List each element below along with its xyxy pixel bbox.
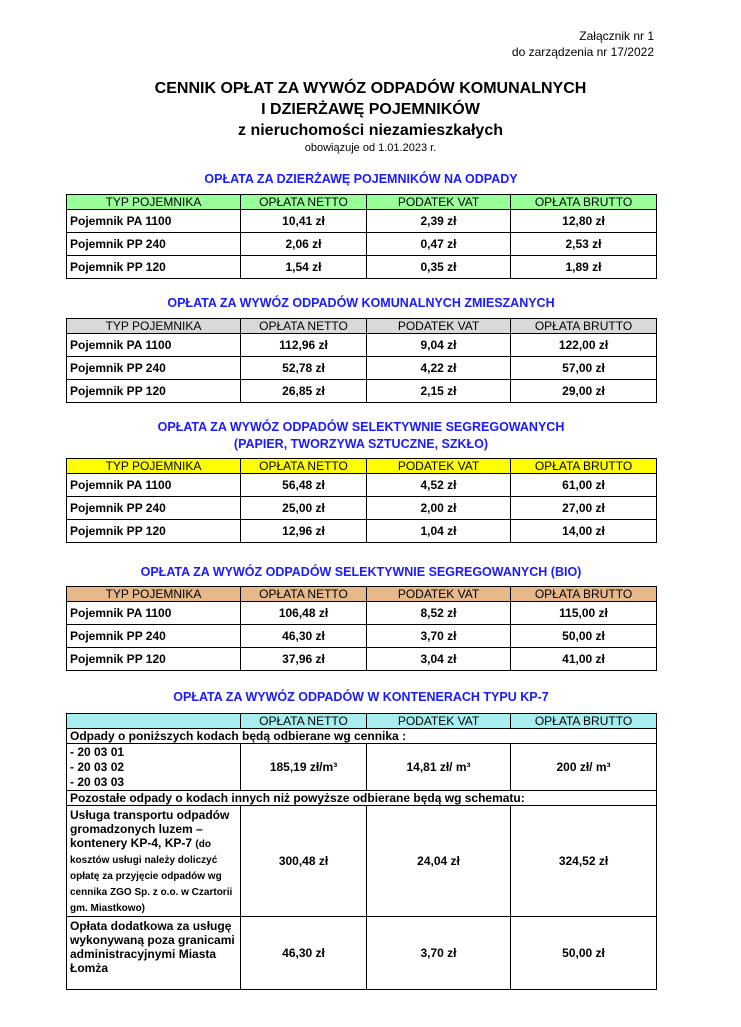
waste-codes bbox=[67, 744, 241, 791]
cell-type: Pojemnik PA 1100 bbox=[67, 210, 241, 233]
table-row bbox=[67, 497, 657, 520]
cell-brutto: 57,00 zł bbox=[511, 357, 657, 380]
cell-netto: 10,41 zł bbox=[241, 210, 367, 233]
table-row bbox=[67, 233, 657, 256]
cell-type: Pojemnik PP 240 bbox=[67, 497, 241, 520]
note-row bbox=[67, 729, 657, 744]
cell-netto: 46,30 zł bbox=[241, 625, 367, 648]
table-row bbox=[67, 602, 657, 625]
cell-brutto: 27,00 zł bbox=[511, 497, 657, 520]
cell-brutto: 324,52 zł bbox=[511, 806, 657, 917]
cell-netto: 56,48 zł bbox=[241, 474, 367, 497]
cell-type: Pojemnik PA 1100 bbox=[67, 334, 241, 357]
cell-vat: 3,04 zł bbox=[367, 648, 511, 671]
table-header-row bbox=[67, 195, 657, 210]
attachment-note bbox=[512, 28, 654, 60]
cell-netto: 106,48 zł bbox=[241, 602, 367, 625]
title-line1: CENNIK OPŁAT ZA WYWÓZ ODPADÓW KOMUNALNYCH bbox=[154, 80, 587, 97]
table-row bbox=[67, 256, 657, 279]
cell-vat: 2,00 zł bbox=[367, 497, 511, 520]
table-row bbox=[67, 334, 657, 357]
cell-brutto: 29,00 zł bbox=[511, 380, 657, 403]
section-heading: OPŁATA ZA WYWÓZ ODPADÓW SELEKTYWNIE SEGREGOWANYCH bbox=[157, 420, 565, 434]
header-vat: PODATEK VAT bbox=[367, 459, 511, 474]
header-brutto: OPŁATA BRUTTO bbox=[511, 459, 657, 474]
title-line3: z nieruchomości niezamieszkałych bbox=[238, 122, 503, 139]
cell-type: Pojemnik PP 240 bbox=[67, 357, 241, 380]
cell-brutto: 41,00 zł bbox=[511, 648, 657, 671]
cell-vat: 14,81 zł/ m³ bbox=[367, 744, 511, 791]
header-brutto: OPŁATA BRUTTO bbox=[511, 587, 657, 602]
cell-brutto: 50,00 zł bbox=[511, 917, 657, 990]
cell-vat: 2,39 zł bbox=[367, 210, 511, 233]
cell-vat: 4,22 zł bbox=[367, 357, 511, 380]
cell-vat: 4,52 zł bbox=[367, 474, 511, 497]
waste-code: - 20 03 02 bbox=[70, 759, 125, 774]
table-row bbox=[67, 806, 657, 917]
section-heading: OPŁATA ZA WYWÓZ ODPADÓW W KONTENERACH TYPU KP-7 bbox=[173, 690, 549, 704]
header-vat: PODATEK VAT bbox=[367, 587, 511, 602]
cell-vat: 3,70 zł bbox=[367, 917, 511, 990]
cell-vat: 2,15 zł bbox=[367, 380, 511, 403]
cell-netto: 185,19 zł/m³ bbox=[241, 744, 367, 791]
extra-fee: Opłata dodatkowa za usługę wykonywaną poza granicami administracyjnymi Miasta Łomża bbox=[67, 917, 241, 990]
section-heading: OPŁATA ZA DZIERŻAWĘ POJEMNIKÓW NA ODPADY bbox=[204, 172, 518, 186]
table-row bbox=[67, 210, 657, 233]
header-netto: OPŁATA NETTO bbox=[241, 714, 367, 729]
header-vat: PODATEK VAT bbox=[367, 319, 511, 334]
cell-netto: 300,48 zł bbox=[241, 806, 367, 917]
table-header-row bbox=[67, 459, 657, 474]
header-netto: OPŁATA NETTO bbox=[241, 319, 367, 334]
cell-type: Pojemnik PP 120 bbox=[67, 380, 241, 403]
cell-vat: 0,47 zł bbox=[367, 233, 511, 256]
cell-brutto: 1,89 zł bbox=[511, 256, 657, 279]
section-kp7 bbox=[66, 689, 656, 990]
cell-netto: 1,54 zł bbox=[241, 256, 367, 279]
cell-brutto: 12,80 zł bbox=[511, 210, 657, 233]
table-row bbox=[67, 474, 657, 497]
section-selective bbox=[66, 419, 656, 543]
header-brutto: OPŁATA BRUTTO bbox=[511, 714, 657, 729]
cell-type: Pojemnik PP 120 bbox=[67, 520, 241, 543]
header-type: TYP POJEMNIKA bbox=[67, 459, 241, 474]
cell-brutto: 50,00 zł bbox=[511, 625, 657, 648]
cell-netto: 112,96 zł bbox=[241, 334, 367, 357]
header-brutto: OPŁATA BRUTTO bbox=[511, 319, 657, 334]
table-header-row bbox=[67, 319, 657, 334]
cell-vat: 24,04 zł bbox=[367, 806, 511, 917]
waste-code: - 20 03 03 bbox=[70, 774, 125, 789]
section-subheading: (PAPIER, TWORZYWA SZTUCZNE, SZKŁO) bbox=[233, 437, 489, 451]
cell-type: Pojemnik PP 240 bbox=[67, 233, 241, 256]
waste-code: - 20 03 01 bbox=[70, 744, 125, 759]
cell-type: Pojemnik PP 240 bbox=[67, 625, 241, 648]
cell-brutto: 115,00 zł bbox=[511, 602, 657, 625]
cell-type: Pojemnik PA 1100 bbox=[67, 474, 241, 497]
cell-type: Pojemnik PP 120 bbox=[67, 648, 241, 671]
transport-note: (do kosztów usługi należy doliczyć opłatę za przyjęcie odpadów wg cennika ZGO Sp. z o.o. w Czartorii gm. Miastkowo) bbox=[70, 839, 233, 914]
table-row bbox=[67, 520, 657, 543]
section-lease bbox=[66, 171, 656, 279]
header-vat: PODATEK VAT bbox=[367, 714, 511, 729]
price-table-kp7 bbox=[66, 713, 657, 990]
header-vat: PODATEK VAT bbox=[367, 195, 511, 210]
section-bio bbox=[66, 564, 656, 671]
note-other-codes: Pozostałe odpady o kodach innych niż powyższe odbierane będą wg schematu: bbox=[67, 791, 657, 806]
cell-type: Pojemnik PA 1100 bbox=[67, 602, 241, 625]
table-row bbox=[67, 917, 657, 990]
table-header-row bbox=[67, 587, 657, 602]
price-table-selective bbox=[66, 458, 657, 543]
header-type: TYP POJEMNIKA bbox=[67, 195, 241, 210]
cell-vat: 8,52 zł bbox=[367, 602, 511, 625]
table-row bbox=[67, 380, 657, 403]
header-type: TYP POJEMNIKA bbox=[67, 319, 241, 334]
price-table-mixed bbox=[66, 318, 657, 403]
header-brutto: OPŁATA BRUTTO bbox=[511, 195, 657, 210]
cell-brutto: 14,00 zł bbox=[511, 520, 657, 543]
header-netto: OPŁATA NETTO bbox=[241, 459, 367, 474]
note-row bbox=[67, 791, 657, 806]
title-line2: I DZIERŻAWĘ POJEMNIKÓW bbox=[261, 101, 480, 118]
price-table-lease bbox=[66, 194, 657, 279]
cell-brutto: 2,53 zł bbox=[511, 233, 657, 256]
cell-vat: 1,04 zł bbox=[367, 520, 511, 543]
header-netto: OPŁATA NETTO bbox=[241, 195, 367, 210]
cell-brutto: 122,00 zł bbox=[511, 334, 657, 357]
transport-label: Usługa transportu odpadów gromadzonych luzem – kontenery KP-4, KP-7 bbox=[70, 808, 230, 850]
cell-type: Pojemnik PP 120 bbox=[67, 256, 241, 279]
document-title bbox=[0, 78, 741, 155]
cell-vat: 9,04 zł bbox=[367, 334, 511, 357]
transport-service bbox=[67, 806, 241, 917]
cell-netto: 2,06 zł bbox=[241, 233, 367, 256]
header-type: TYP POJEMNIKA bbox=[67, 587, 241, 602]
cell-brutto: 61,00 zł bbox=[511, 474, 657, 497]
cell-brutto: 200 zł/ m³ bbox=[511, 744, 657, 791]
attachment-line1: Załącznik nr 1 bbox=[579, 29, 654, 43]
cell-vat: 0,35 zł bbox=[367, 256, 511, 279]
table-row bbox=[67, 625, 657, 648]
cell-netto: 12,96 zł bbox=[241, 520, 367, 543]
cell-netto: 25,00 zł bbox=[241, 497, 367, 520]
header-netto: OPŁATA NETTO bbox=[241, 587, 367, 602]
title-effective-date: obowiązuje od 1.01.2023 r. bbox=[304, 142, 437, 154]
cell-netto: 37,96 zł bbox=[241, 648, 367, 671]
section-heading: OPŁATA ZA WYWÓZ ODPADÓW KOMUNALNYCH ZMIESZANYCH bbox=[167, 296, 555, 310]
cell-vat: 3,70 zł bbox=[367, 625, 511, 648]
section-heading: OPŁATA ZA WYWÓZ ODPADÓW SELEKTYWNIE SEGREGOWANYCH (BIO) bbox=[140, 565, 582, 579]
table-header-row bbox=[67, 714, 657, 729]
table-row bbox=[67, 357, 657, 380]
table-row bbox=[67, 648, 657, 671]
header-blank bbox=[67, 714, 241, 729]
table-row bbox=[67, 744, 657, 791]
price-table-bio bbox=[66, 586, 657, 671]
attachment-line2: do zarządzenia nr 17/2022 bbox=[511, 45, 654, 59]
cell-netto: 52,78 zł bbox=[241, 357, 367, 380]
note-codes: Odpady o poniższych kodach będą odbierane wg cennika : bbox=[67, 729, 657, 744]
section-mixed bbox=[66, 295, 656, 403]
cell-netto: 46,30 zł bbox=[241, 917, 367, 990]
cell-netto: 26,85 zł bbox=[241, 380, 367, 403]
